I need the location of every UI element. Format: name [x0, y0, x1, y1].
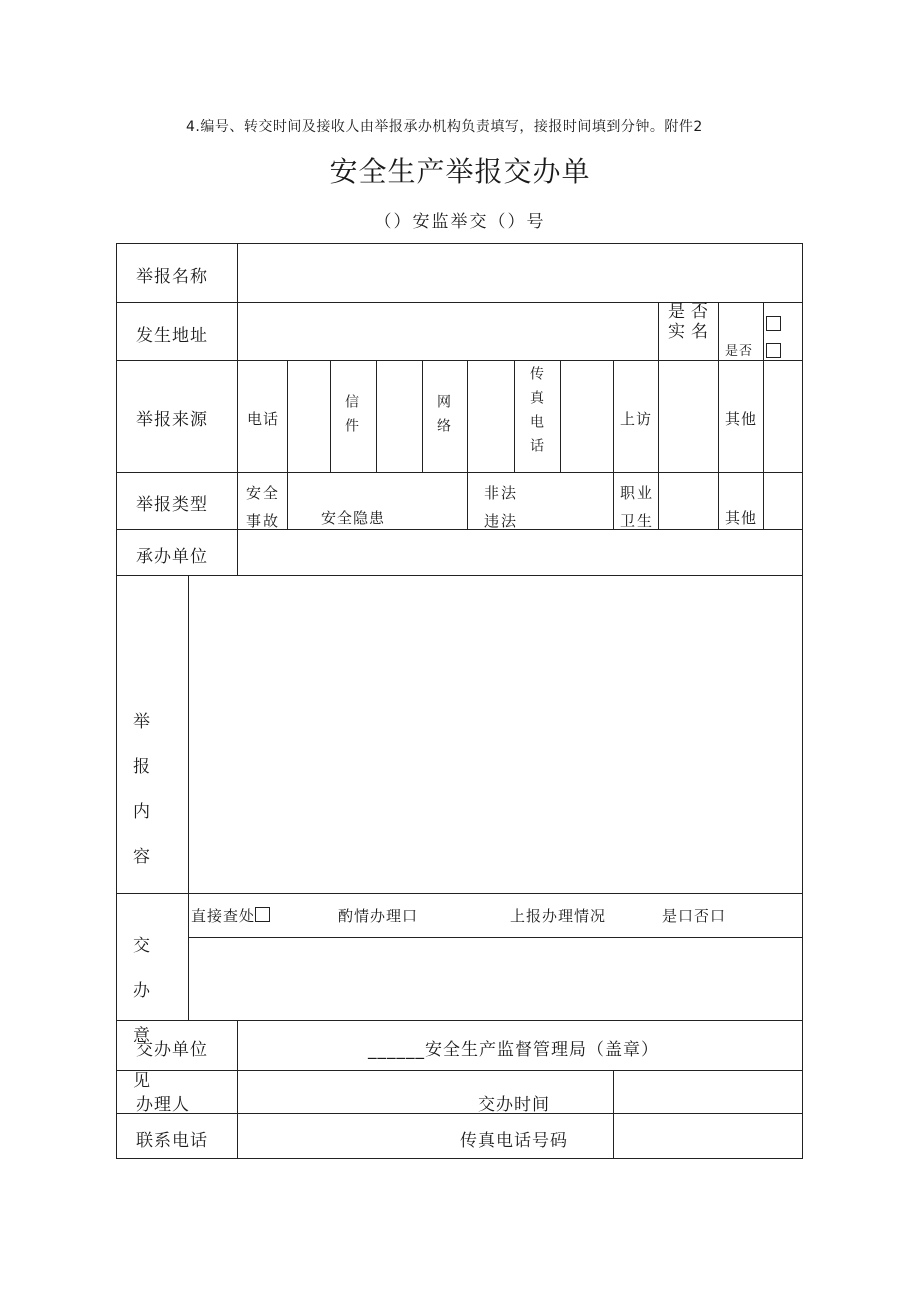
label-contact-phone: 联系电话: [136, 1131, 208, 1151]
realname-yes-no: 是否: [725, 344, 754, 359]
type-other: 其他: [725, 509, 758, 527]
label-location: 发生地址: [136, 326, 208, 346]
label-assign-unit: 交办单位: [136, 1040, 208, 1060]
form-title: 安全生产举报交办单: [329, 155, 591, 188]
type-accident: 安全事故: [246, 484, 281, 530]
label-source: 举报来源: [136, 410, 208, 430]
opinion-direct-label: 直接查处: [191, 907, 256, 925]
label-type: 举报类型: [136, 495, 208, 515]
opinion-direct-checkbox[interactable]: [255, 907, 270, 922]
realname-yes-checkbox[interactable]: [766, 316, 781, 331]
opinion-report-status: 上报办理情况: [510, 907, 607, 925]
label-handler-person: 办理人: [136, 1095, 190, 1115]
fax-number-label: 传真电话号码: [460, 1131, 568, 1151]
assign-time-label: 交办时间: [478, 1095, 550, 1115]
source-network: 网络: [435, 394, 451, 442]
type-hazard: 安全隐患: [321, 509, 386, 527]
type-illegal: 非法违法: [484, 484, 519, 530]
source-other: 其他: [725, 410, 758, 428]
opinion-direct: [191, 905, 270, 926]
realname-label: 是否实名: [668, 302, 714, 342]
label-handler-unit: 承办单位: [136, 547, 208, 567]
source-phone: 电话: [247, 410, 280, 428]
source-fax: 传真电话: [528, 366, 544, 462]
form-number-line: （）安监举交（）号: [374, 212, 546, 232]
source-letter: 信件: [343, 394, 359, 442]
label-report-name: 举报名称: [136, 267, 208, 287]
assign-unit-value: ______安全生产监督管理局（盖章）: [368, 1040, 659, 1060]
label-opinion: 交办意见: [133, 936, 154, 1091]
realname-no-checkbox[interactable]: [766, 343, 781, 358]
opinion-yes-no: 是口否口: [662, 907, 727, 925]
opinion-discretion: 酌情办理口: [338, 907, 419, 925]
source-visit: 上访: [620, 410, 653, 428]
instruction-note: 4.编号、转交时间及接收人由举报承办机构负责填写，接报时间填到分钟。附件2: [186, 119, 703, 135]
type-occupational: 职业卫生: [620, 484, 655, 530]
label-content: 举报内容: [133, 712, 154, 867]
